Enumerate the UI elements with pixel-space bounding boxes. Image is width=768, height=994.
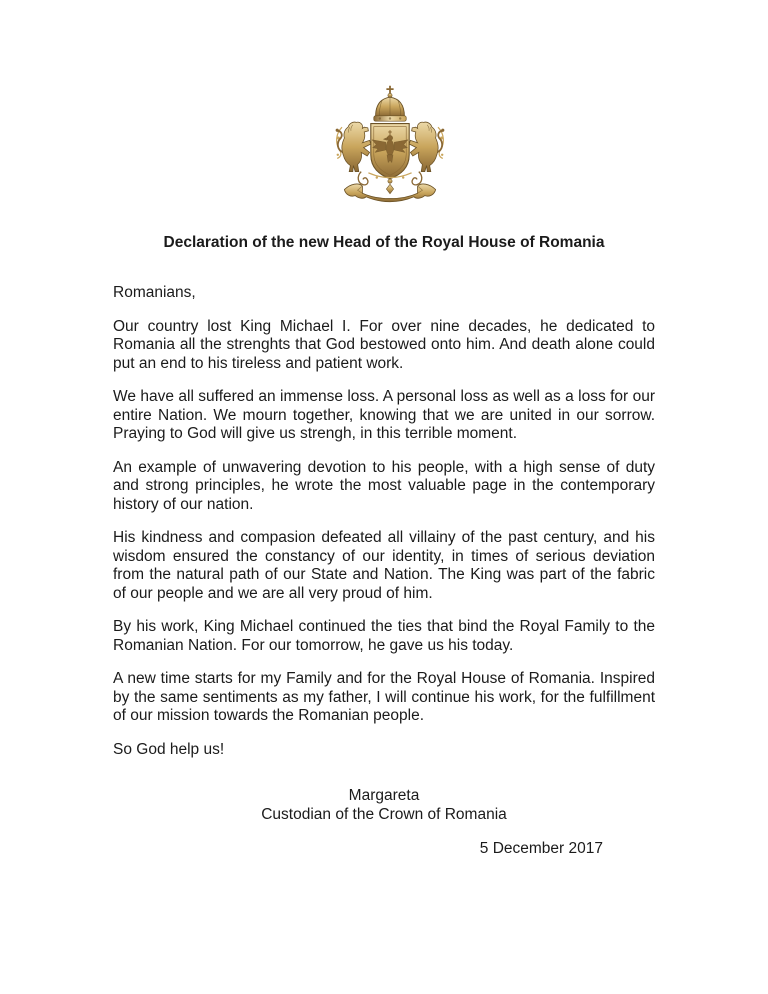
closing-line: So God help us! — [113, 740, 225, 758]
shield-with-eagle — [371, 124, 409, 179]
lion-supporter-left — [336, 122, 371, 172]
body-paragraph: A new time starts for my Family and for the Royal House of Romania. Inspired by the same sentiments as my father, I will continue his work, for the fulfillment of our mission towards the Romanian people. — [113, 670, 655, 724]
signature-block — [113, 787, 655, 824]
lion-supporter-right — [409, 122, 444, 172]
signature-name: Margareta — [348, 787, 420, 804]
signature-title: Custodian of the Crown of Romania — [261, 805, 507, 823]
body-paragraph: We have all suffered an immense loss. A personal loss as well as a loss for our entire Nation. We mourn together, knowing that we are united in our sorrow. Praying to God will give us strengh, in this terrible moment. — [113, 388, 655, 442]
document-body — [113, 284, 655, 859]
document-date: 5 December 2017 — [479, 840, 603, 857]
body-paragraph: His kindness and compasion defeated all villainy of the past century, and his wisdom ensured the constancy of our identity, in times of serious deviation from the natural path of our State and Nation. The King was part of the fabric of our people and we are all very proud of him. — [113, 529, 655, 602]
body-paragraph: An example of unwavering devotion to his people, with a high sense of duty and strong principles, he wrote the most valuable page in the contemporary history of our nation. — [113, 458, 655, 513]
salutation: Romanians, — [113, 284, 196, 301]
body-paragraph: Our country lost King Michael I. For over nine decades, he dedicated to Romania all the strenghts that God bestowed onto him. And death alone could put an end to his tireless and patient work. — [113, 317, 655, 372]
document-title: Declaration of the new Head of the Royal House of Romania — [163, 234, 605, 251]
romanian-royal-coat-of-arms-icon — [324, 84, 456, 216]
body-paragraph: By his work, King Michael continued the ties that bind the Royal Family to the Romanian Nation. For our tomorrow, he gave us his today. — [113, 618, 655, 654]
royal-crown — [374, 86, 406, 121]
